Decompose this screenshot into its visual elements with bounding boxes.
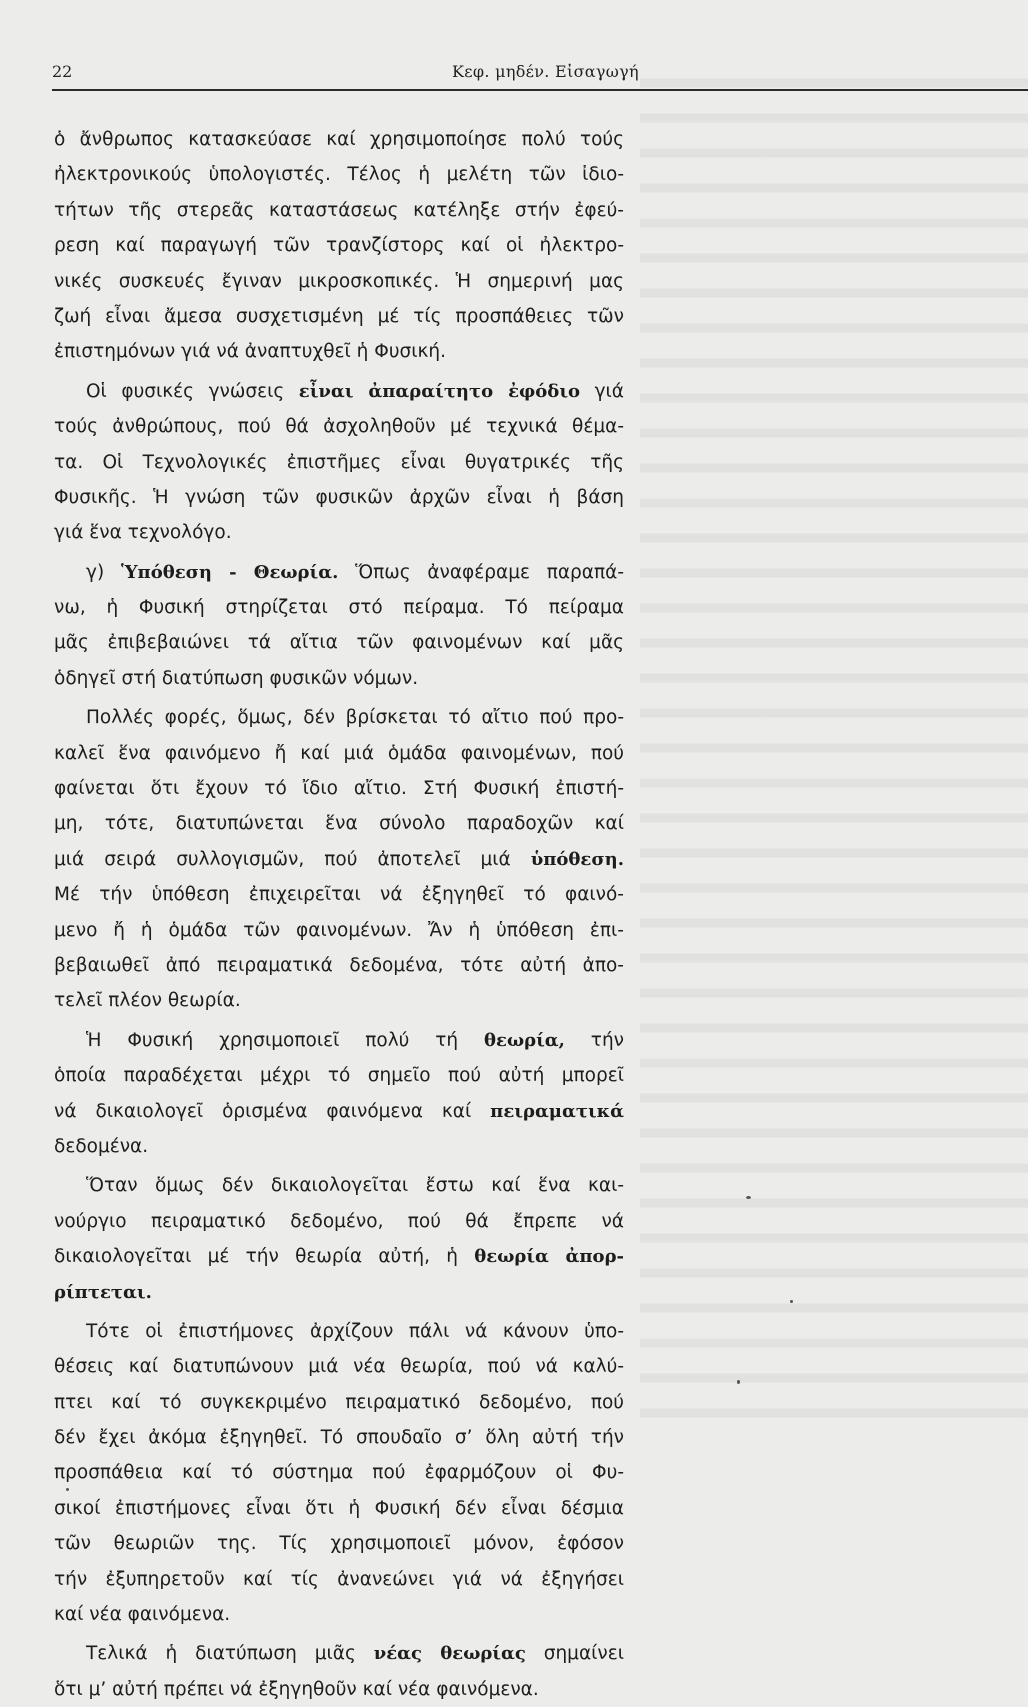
text-run: ἠλεκτρονικούς ὑπολογιστές. Τέλος ἡ μελέτη τῶν ἰδιο-: [54, 164, 624, 186]
text-line: [54, 1420, 624, 1455]
text-run: τελεῖ πλέον θεωρία.: [54, 990, 241, 1012]
text-line: [54, 590, 624, 625]
paragraph: [54, 555, 624, 697]
text-line: [54, 877, 624, 912]
text-run: ὁδηγεῖ στή διατύπωση φυσικῶν νόμων.: [54, 667, 419, 689]
text-run: τούς ἀνθρώπους, πού θά ἀσχοληθοῦν μέ τεχνικά θέμα-: [54, 416, 624, 438]
text-run: Πολλές φορές, ὅμως, δέν βρίσκεται τό αἴτιο πού προ-: [86, 707, 624, 729]
text-line: [54, 806, 624, 841]
text-run: Ὅπως ἀναφέραμε παραπά-: [338, 561, 625, 583]
text-run: νω, ἡ Φυσική στηρίζεται στό πείραμα. Τό πείραμα: [54, 597, 624, 619]
text-line: [54, 228, 624, 263]
text-run: δέν ἔχει ἀκόμα ἐξηγηθεῖ. Τό σπουδαῖο σ’ ὅλη αὐτή τήν: [54, 1427, 624, 1449]
bold-term: πειραματικά: [490, 1100, 624, 1122]
text-run: νά δικαιολογεῖ ὁρισμένα φαινόμενα καί: [54, 1100, 491, 1122]
speck: [737, 1380, 740, 1384]
text-line: [54, 1168, 624, 1203]
text-run: Ἡ Φυσική χρησιμοποιεῖ πολύ τή: [86, 1029, 485, 1051]
text-run: ὁ ἄνθρωπος κατασκεύασε καί χρησιμοποίησε πολύ τούς: [54, 129, 624, 150]
text-run: μιά σειρά συλλογισμῶν, πού ἀποτελεῖ μιά: [54, 848, 531, 870]
bold-term: ὑπόθεση.: [530, 848, 624, 870]
text-line: [54, 409, 624, 444]
text-line: [54, 1526, 624, 1561]
text-line: [54, 555, 624, 590]
text-run: τήτων τῆς στερεᾶς καταστάσεως κατέληξε στήν ἐφεύ-: [54, 199, 624, 221]
text-line: [54, 1385, 624, 1420]
text-run: προσπάθεια καί τό σύστημα πού ἐφαρμόζουν οἱ Φυ-: [54, 1462, 624, 1484]
text-run: νούργιο πειραματικό δεδομένο, πού θά ἔπρεπε νά: [54, 1210, 624, 1232]
text-line: [54, 736, 624, 771]
text-run: ὁποία παραδέχεται μέχρι τό σημεῖο πού αὐτή μπορεῖ: [54, 1065, 624, 1087]
text-line: [54, 1636, 624, 1671]
text-line: [54, 983, 624, 1018]
text-run: φαίνεται ὅτι ἔχουν τό ἴδιο αἴτιο. Στή Φυσική ἐπιστή-: [54, 778, 624, 800]
speck: [790, 1300, 793, 1303]
text-run: θέσεις καί διατυπώνουν μιά νέα θεωρία, πού νά καλύ-: [54, 1356, 624, 1378]
bold-term: εἶναι ἀπαραίτητο ἐφόδιο: [298, 380, 581, 402]
text-run: Μέ τήν ὑπόθεση ἐπιχειρεῖται νά ἐξηγηθεῖ τό φαινό-: [54, 884, 624, 906]
bold-term: Ὑπόθεση - Θεωρία.: [120, 561, 339, 583]
text-run: γιά ἕνα τεχνολόγο.: [54, 522, 232, 544]
paragraph: [54, 1023, 624, 1165]
text-line: [54, 374, 624, 409]
text-run: ζωή εἶναι ἄμεσα συσχετισμένη μέ τίς προσπάθειες τῶν: [54, 305, 624, 327]
text-run: ρεση καί παραγωγή τῶν τρανζίστορς καί οἱ ἠλεκτρο-: [54, 235, 624, 257]
body-text: [54, 122, 624, 1707]
text-run: ὅτι μ’ αὐτή πρέπει νά ἐξηγηθοῦν καί νέα φαινόμενα.: [54, 1678, 539, 1700]
text-line: [54, 157, 624, 192]
text-line: [54, 1455, 624, 1490]
text-line: [54, 771, 624, 806]
paragraph: [54, 1636, 624, 1707]
text-run: τῶν θεωριῶν της. Τίς χρησιμοποιεῖ μόνον, ἐφόσον: [54, 1533, 624, 1555]
bold-term: ρίπτεται.: [54, 1281, 152, 1303]
text-line: [54, 1349, 624, 1384]
text-line: [54, 1058, 624, 1093]
show-through-text: [640, 60, 1028, 1440]
text-run: καί νέα φαινόμενα.: [54, 1604, 231, 1626]
text-run: τήν ἐξυπηρετοῦν καί τίς ἀνανεώνει γιά νά ἐξηγήσει: [54, 1568, 624, 1590]
text-line: [54, 1491, 624, 1526]
text-line: [54, 1672, 624, 1707]
text-run: δικαιολογεῖται μέ τήν θεωρία αὐτή, ἡ: [54, 1246, 475, 1268]
text-line: [54, 193, 624, 228]
paragraph: [54, 700, 624, 1019]
text-line: [54, 1023, 624, 1058]
text-line: [54, 1275, 624, 1310]
text-run: τήν: [564, 1029, 625, 1051]
text-run: μη, τότε, διατυπώνεται ἕνα σύνολο παραδοχῶν καί: [54, 813, 624, 835]
page-header: [52, 58, 1028, 88]
text-run: Φυσικῆς. Ἡ γνώση τῶν φυσικῶν ἀρχῶν εἶναι ἡ βάση: [54, 486, 624, 508]
text-run: σημαίνει: [525, 1643, 624, 1665]
text-line: [54, 480, 624, 515]
text-run: πτει καί τό συγκεκριμένο πειραματικό δεδομένο, πού: [54, 1391, 624, 1413]
paragraph: [54, 1314, 624, 1633]
text-line: [54, 1239, 624, 1274]
text-run: μᾶς ἐπιβεβαιώνει τά αἴτια τῶν φαινομένων καί μᾶς: [54, 632, 624, 654]
text-run: Ὅταν ὅμως δέν δικαιολογεῖται ἔστω καί ἕνα και-: [86, 1175, 624, 1197]
text-line: [54, 1204, 624, 1239]
page-number: 22: [52, 62, 73, 81]
text-run: μενο ἤ ἡ ὁμάδα τῶν φαινομένων. Ἄν ἡ ὑπόθεση ἐπι-: [54, 919, 624, 941]
text-run: νικές συσκευές ἔγιναν μικροσκοπικές. Ἡ σημερινή μας: [54, 270, 624, 292]
paragraph: [54, 122, 624, 370]
text-run: γ): [86, 561, 121, 583]
text-line: [54, 700, 624, 735]
text-run: σικοί ἐπιστήμονες εἶναι ὅτι ἡ Φυσική δέν εἶναι δέσμια: [54, 1497, 624, 1519]
header-rule: [52, 89, 1028, 91]
text-line: [54, 334, 624, 369]
text-line: [54, 1597, 624, 1632]
text-run: καλεῖ ἕνα φαινόμενο ἤ καί μιά ὁμάδα φαινομένων, πού: [54, 742, 624, 764]
text-line: [54, 842, 624, 877]
chapter-title: Κεφ. μηδέν. Εἰσαγωγή: [452, 62, 639, 81]
bold-term: θεωρία,: [484, 1029, 565, 1051]
text-run: Τελικά ἡ διατύπωση μιᾶς: [86, 1643, 374, 1665]
text-line: [54, 1094, 624, 1129]
text-run: βεβαιωθεῖ ἀπό πειραματικά δεδομένα, τότε αὐτή ἀπο-: [54, 954, 624, 976]
text-run: τα. Οἱ Τεχνολογικές ἐπιστῆμες εἶναι θυγατρικές τῆς: [54, 451, 624, 473]
text-line: [54, 661, 624, 696]
paragraph: [54, 1168, 624, 1310]
text-line: [54, 913, 624, 948]
text-line: [54, 515, 624, 550]
speck: [66, 1488, 69, 1491]
bold-term: θεωρία ἀπορ-: [474, 1246, 625, 1268]
text-run: ἐπιστημόνων γιά νά ἀναπτυχθεῖ ἡ Φυσική.: [54, 341, 447, 363]
text-line: [54, 299, 624, 334]
paragraph: [54, 374, 624, 551]
text-run: Τότε οἱ ἐπιστήμονες ἀρχίζουν πάλι νά κάνουν ὑπο-: [86, 1320, 624, 1342]
text-line: [54, 1129, 624, 1164]
bold-term: νέας θεωρίας: [373, 1643, 526, 1665]
text-run: Οἱ φυσικές γνώσεις: [86, 380, 299, 402]
text-line: [54, 1562, 624, 1597]
text-run: γιά: [580, 380, 625, 402]
text-line: [54, 264, 624, 299]
text-line: [54, 1314, 624, 1349]
text-line: [54, 445, 624, 480]
text-line: [54, 625, 624, 660]
text-run: δεδομένα.: [54, 1135, 149, 1157]
text-line: [54, 948, 624, 983]
speck: [746, 1196, 751, 1199]
text-line: [54, 122, 624, 157]
